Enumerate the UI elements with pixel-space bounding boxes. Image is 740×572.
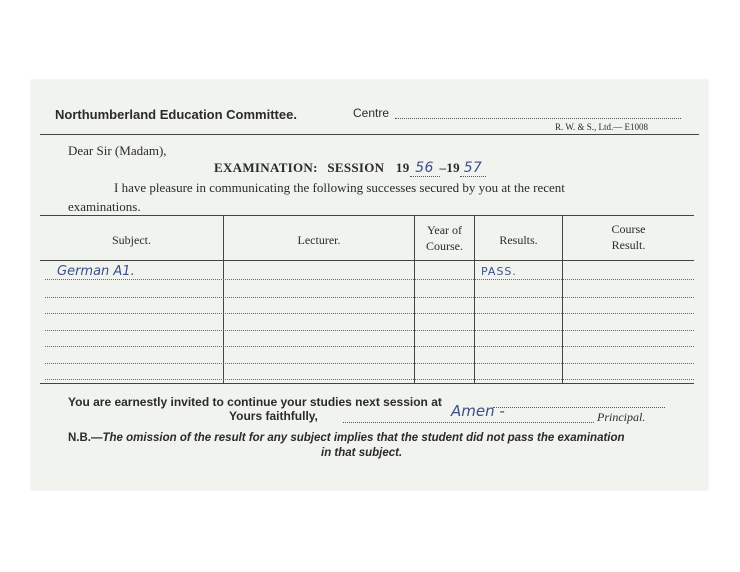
table-row-line-3 [45, 313, 694, 314]
year-end-prefix: –19 [439, 160, 460, 175]
table-row-line-5 [45, 346, 694, 347]
header-year-of: Year of [426, 223, 463, 237]
year-start-handwritten: 56 [410, 160, 440, 177]
body-text-line2: examinations. [68, 199, 141, 214]
principal-label: Principal. [597, 410, 646, 424]
exam-label: EXAMINATION: [214, 160, 318, 175]
centre-field-line [395, 118, 681, 119]
table-row-line-4 [45, 330, 694, 331]
table-top-rule [40, 215, 694, 216]
row-result-entry: PASS. [481, 265, 517, 278]
salutation: Dear Sir (Madam), [68, 143, 167, 158]
table-row-line-7 [45, 379, 694, 380]
header-course-2: Course [611, 222, 646, 236]
header-result: Result. [611, 238, 646, 252]
row-subject-entry: German A1. [57, 264, 135, 279]
session-label: SESSION [327, 160, 385, 175]
table-row-line-6 [45, 363, 694, 364]
table-row-line-1 [45, 279, 694, 280]
exam-result-card [31, 80, 708, 490]
nb-label: N.B.— [68, 432, 103, 444]
yours-faithfully: Yours faithfully, [229, 409, 318, 423]
exam-session-line [214, 160, 486, 177]
signature-line [343, 422, 594, 423]
table-header-rule [40, 260, 694, 261]
year-end-handwritten: 57 [460, 160, 486, 177]
year-start-prefix: 19 [395, 160, 410, 175]
nb-note-line1 [68, 432, 625, 444]
header-rule [40, 134, 699, 135]
committee-title: Northumberland Education Committee. [55, 107, 297, 122]
body-text-line1: I have pleasure in communicating the following successes secured by you at the recent [114, 180, 565, 195]
invite-text: You are earnestly invited to continue your studies next session at [68, 395, 442, 409]
table-bottom-rule [40, 383, 694, 384]
header-course: Course. [426, 239, 463, 253]
printer-code: R. W. & S., Ltd.— E1008 [555, 122, 649, 132]
header-results: Results. [499, 233, 538, 247]
signature: Amen - [451, 402, 505, 420]
nb-text-line1: The omission of the result for any subject implies that the student did not pass the examination [102, 432, 625, 444]
centre-label: Centre [353, 106, 390, 120]
nb-text-line2: in that subject. [321, 447, 403, 459]
table-row-line-2 [45, 297, 694, 298]
header-lecturer: Lecturer. [297, 233, 341, 247]
header-subject: Subject. [112, 233, 151, 247]
invite-field-line [493, 407, 665, 408]
